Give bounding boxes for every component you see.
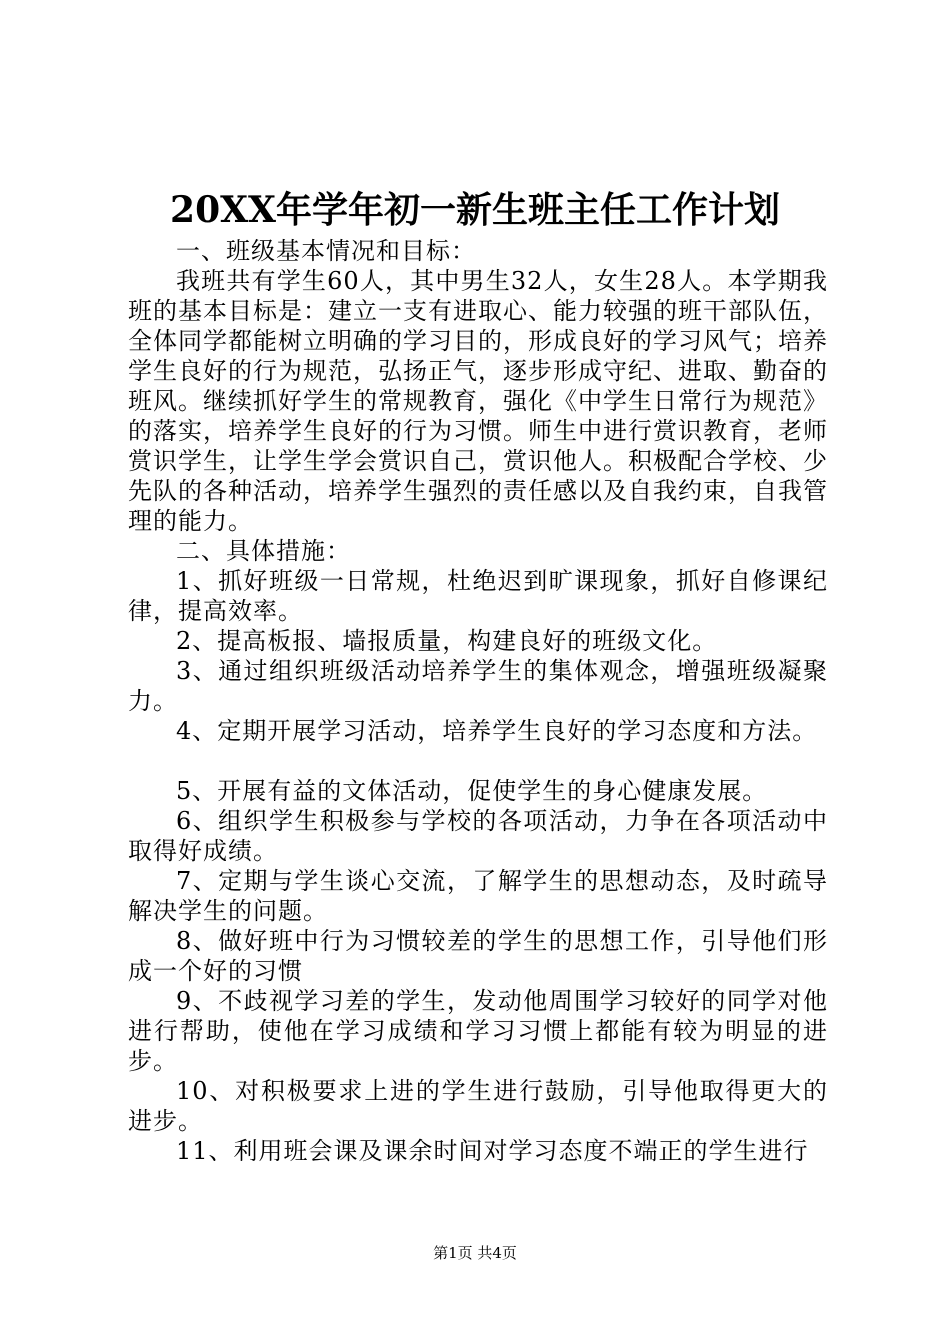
measure-item-8: 8、做好班中行为习惯较差的学生的思想工作，引导他们形成一个好的习惯 bbox=[128, 927, 828, 985]
document-body bbox=[128, 236, 828, 1166]
measure-item-2: 2、提高板报、墙报质量，构建良好的班级文化。 bbox=[176, 627, 718, 655]
measure-item-9: 9、不歧视学习差的学生，发动他周围学习较好的同学对他进行帮助，使他在学习成绩和学习习惯上都能有较为明显的进步。 bbox=[128, 987, 828, 1075]
measure-item-10: 10、对积极要求上进的学生进行鼓励，引导他取得更大的进步。 bbox=[128, 1077, 828, 1135]
measure-item-4: 4、定期开展学习活动，培养学生良好的学习态度和方法。 bbox=[176, 717, 818, 745]
measure-item-11: 11、利用班会课及课余时间对学习态度不端正的学生进行 bbox=[176, 1137, 809, 1165]
section-heading-basic-info: 一、班级基本情况和目标： bbox=[176, 237, 476, 265]
measure-item-3: 3、通过组织班级活动培养学生的集体观念，增强班级凝聚力。 bbox=[128, 657, 828, 715]
measure-item-1: 1、抓好班级一日常规，杜绝迟到旷课现象，抓好自修课纪律，提高效率。 bbox=[128, 567, 828, 625]
blank-line bbox=[128, 746, 828, 776]
measure-item-7: 7、定期与学生谈心交流，了解学生的思想动态，及时疏导解决学生的问题。 bbox=[128, 867, 828, 925]
paragraph-class-overview: 我班共有学生60人，其中男生32人，女生28人。本学期我班的基本目标是：建立一支有进取心、能力较强的班干部队伍，全体同学都能树立明确的学习目的，形成良好的学习风气；培养学生良好的行为规范，弘扬正气，逐步形成守纪、进取、勤奋的班风。继续抓好学生的常规教育，强化《中学生日常行为规范》的落实，培养学生良好的行为习惯。师生中进行赏识教育，老师赏识学生，让学生学会赏识自己，赏识他人。积极配合学校、少先队的各种活动，培养学生强烈的责任感以及自我约束，自我管理的能力。 bbox=[128, 267, 828, 535]
document-title: 20XX年学年初一新生班主任工作计划 bbox=[170, 189, 780, 231]
section-heading-measures: 二、具体措施： bbox=[176, 537, 351, 565]
measure-item-5: 5、开展有益的文体活动，促使学生的身心健康发展。 bbox=[176, 777, 768, 805]
measure-item-6: 6、组织学生积极参与学校的各项活动，力争在各项活动中取得好成绩。 bbox=[128, 807, 828, 865]
page-number-footer: 第1页 共4页 bbox=[433, 1244, 517, 1262]
